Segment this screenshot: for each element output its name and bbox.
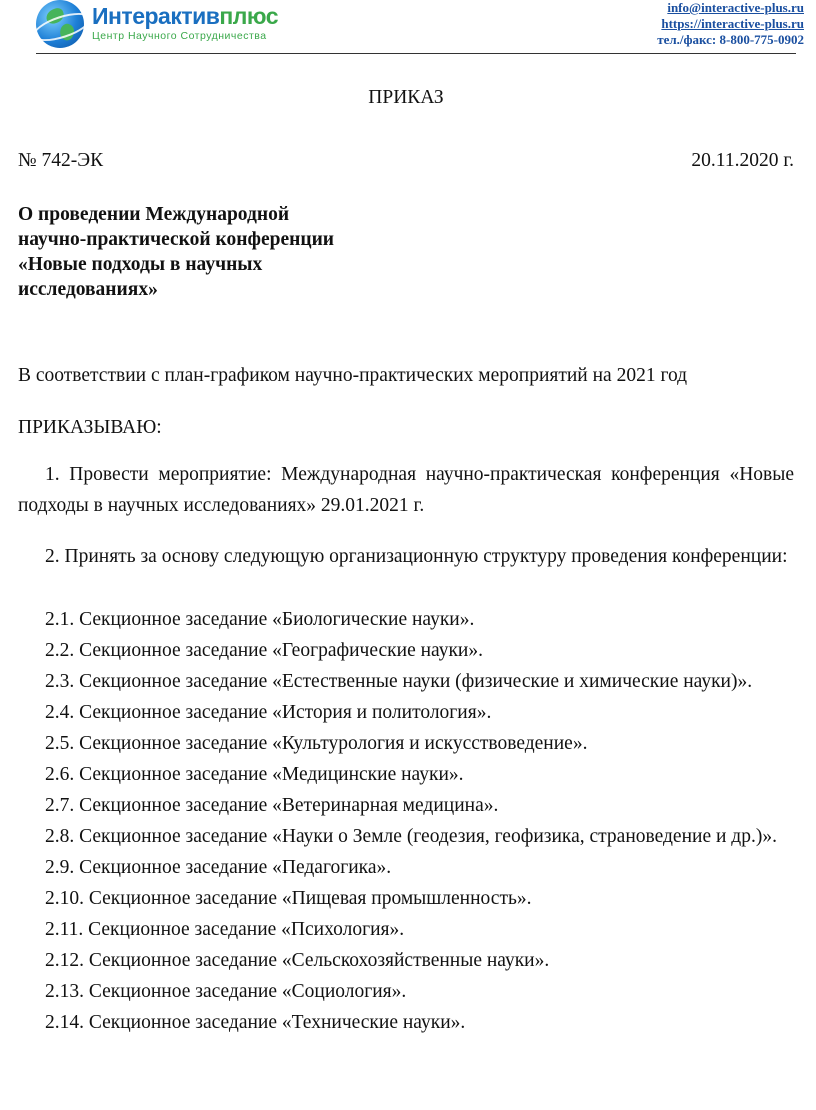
phone-text: тел./факс: 8-800-775-0902: [657, 32, 804, 47]
company-logo: [36, 0, 279, 50]
document-subject: [18, 202, 334, 302]
header-divider: [36, 53, 796, 54]
point-2-text: 2. Принять за основу следующую организационную структуру проведения конференции:: [45, 546, 788, 567]
letterhead: [0, 0, 816, 56]
list-item: 2.12. Секционное заседание «Сельскохозяйственные науки».: [45, 950, 550, 971]
point-2: [18, 541, 794, 572]
list-item: 2.10. Секционное заседание «Пищевая промышленность».: [45, 888, 532, 909]
subitems-list: [18, 604, 794, 1038]
logo-subtitle: Центр Научного Сотрудничества: [92, 30, 267, 42]
list-item: 2.11. Секционное заседание «Психология».: [45, 919, 405, 940]
globe-icon: [36, 0, 84, 48]
basis-paragraph: В соответствии с план-графиком научно-практических мероприятий на 2021 год: [18, 365, 688, 386]
list-item: 2.7. Секционное заседание «Ветеринарная медицина».: [45, 795, 499, 816]
website-link[interactable]: https://interactive-plus.ru: [661, 16, 804, 31]
list-item: 2.1. Секционное заседание «Биологические науки».: [45, 609, 475, 630]
list-item: 2.5. Секционное заседание «Культурология и искусствоведение».: [45, 733, 588, 754]
logo-name-part1: Интерактив: [92, 3, 220, 29]
list-item: 2.8. Секционное заседание «Науки о Земле (геодезия, геофизика, страноведение и др.)».: [45, 826, 777, 847]
list-item: 2.14. Секционное заседание «Технические науки».: [45, 1012, 466, 1033]
document-number: № 742-ЭК: [18, 150, 104, 171]
document-date: 20.11.2020 г.: [691, 150, 794, 171]
email-link[interactable]: info@interactive-plus.ru: [667, 0, 804, 15]
subject-line: «Новые подходы в научных: [18, 254, 263, 275]
list-item: 2.13. Секционное заседание «Социология».: [45, 981, 407, 1002]
list-item: 2.2. Секционное заседание «Географические науки».: [45, 640, 483, 661]
point-1-text: 1. Провести мероприятие: Международная научно-практическая конференция «Новые подходы в научных исследованиях» 29.01.2021 г.: [18, 464, 794, 516]
subject-line: О проведении Международной: [18, 204, 290, 225]
list-item: 2.3. Секционное заседание «Естественные науки (физические и химические науки)».: [45, 671, 753, 692]
order-word: ПРИКАЗЫВАЮ:: [18, 417, 162, 438]
document-title: ПРИКАЗ: [368, 87, 444, 108]
subject-line: исследованиях»: [18, 279, 158, 300]
list-item: 2.6. Секционное заседание «Медицинские науки».: [45, 764, 464, 785]
logo-name: [92, 3, 278, 30]
subject-line: научно-практической конференции: [18, 229, 335, 250]
list-item: 2.9. Секционное заседание «Педагогика».: [45, 857, 392, 878]
list-item: 2.4. Секционное заседание «История и политология».: [45, 702, 492, 723]
contact-block: [657, 0, 804, 48]
logo-name-part2: плюс: [219, 3, 279, 29]
point-1: [18, 459, 794, 521]
